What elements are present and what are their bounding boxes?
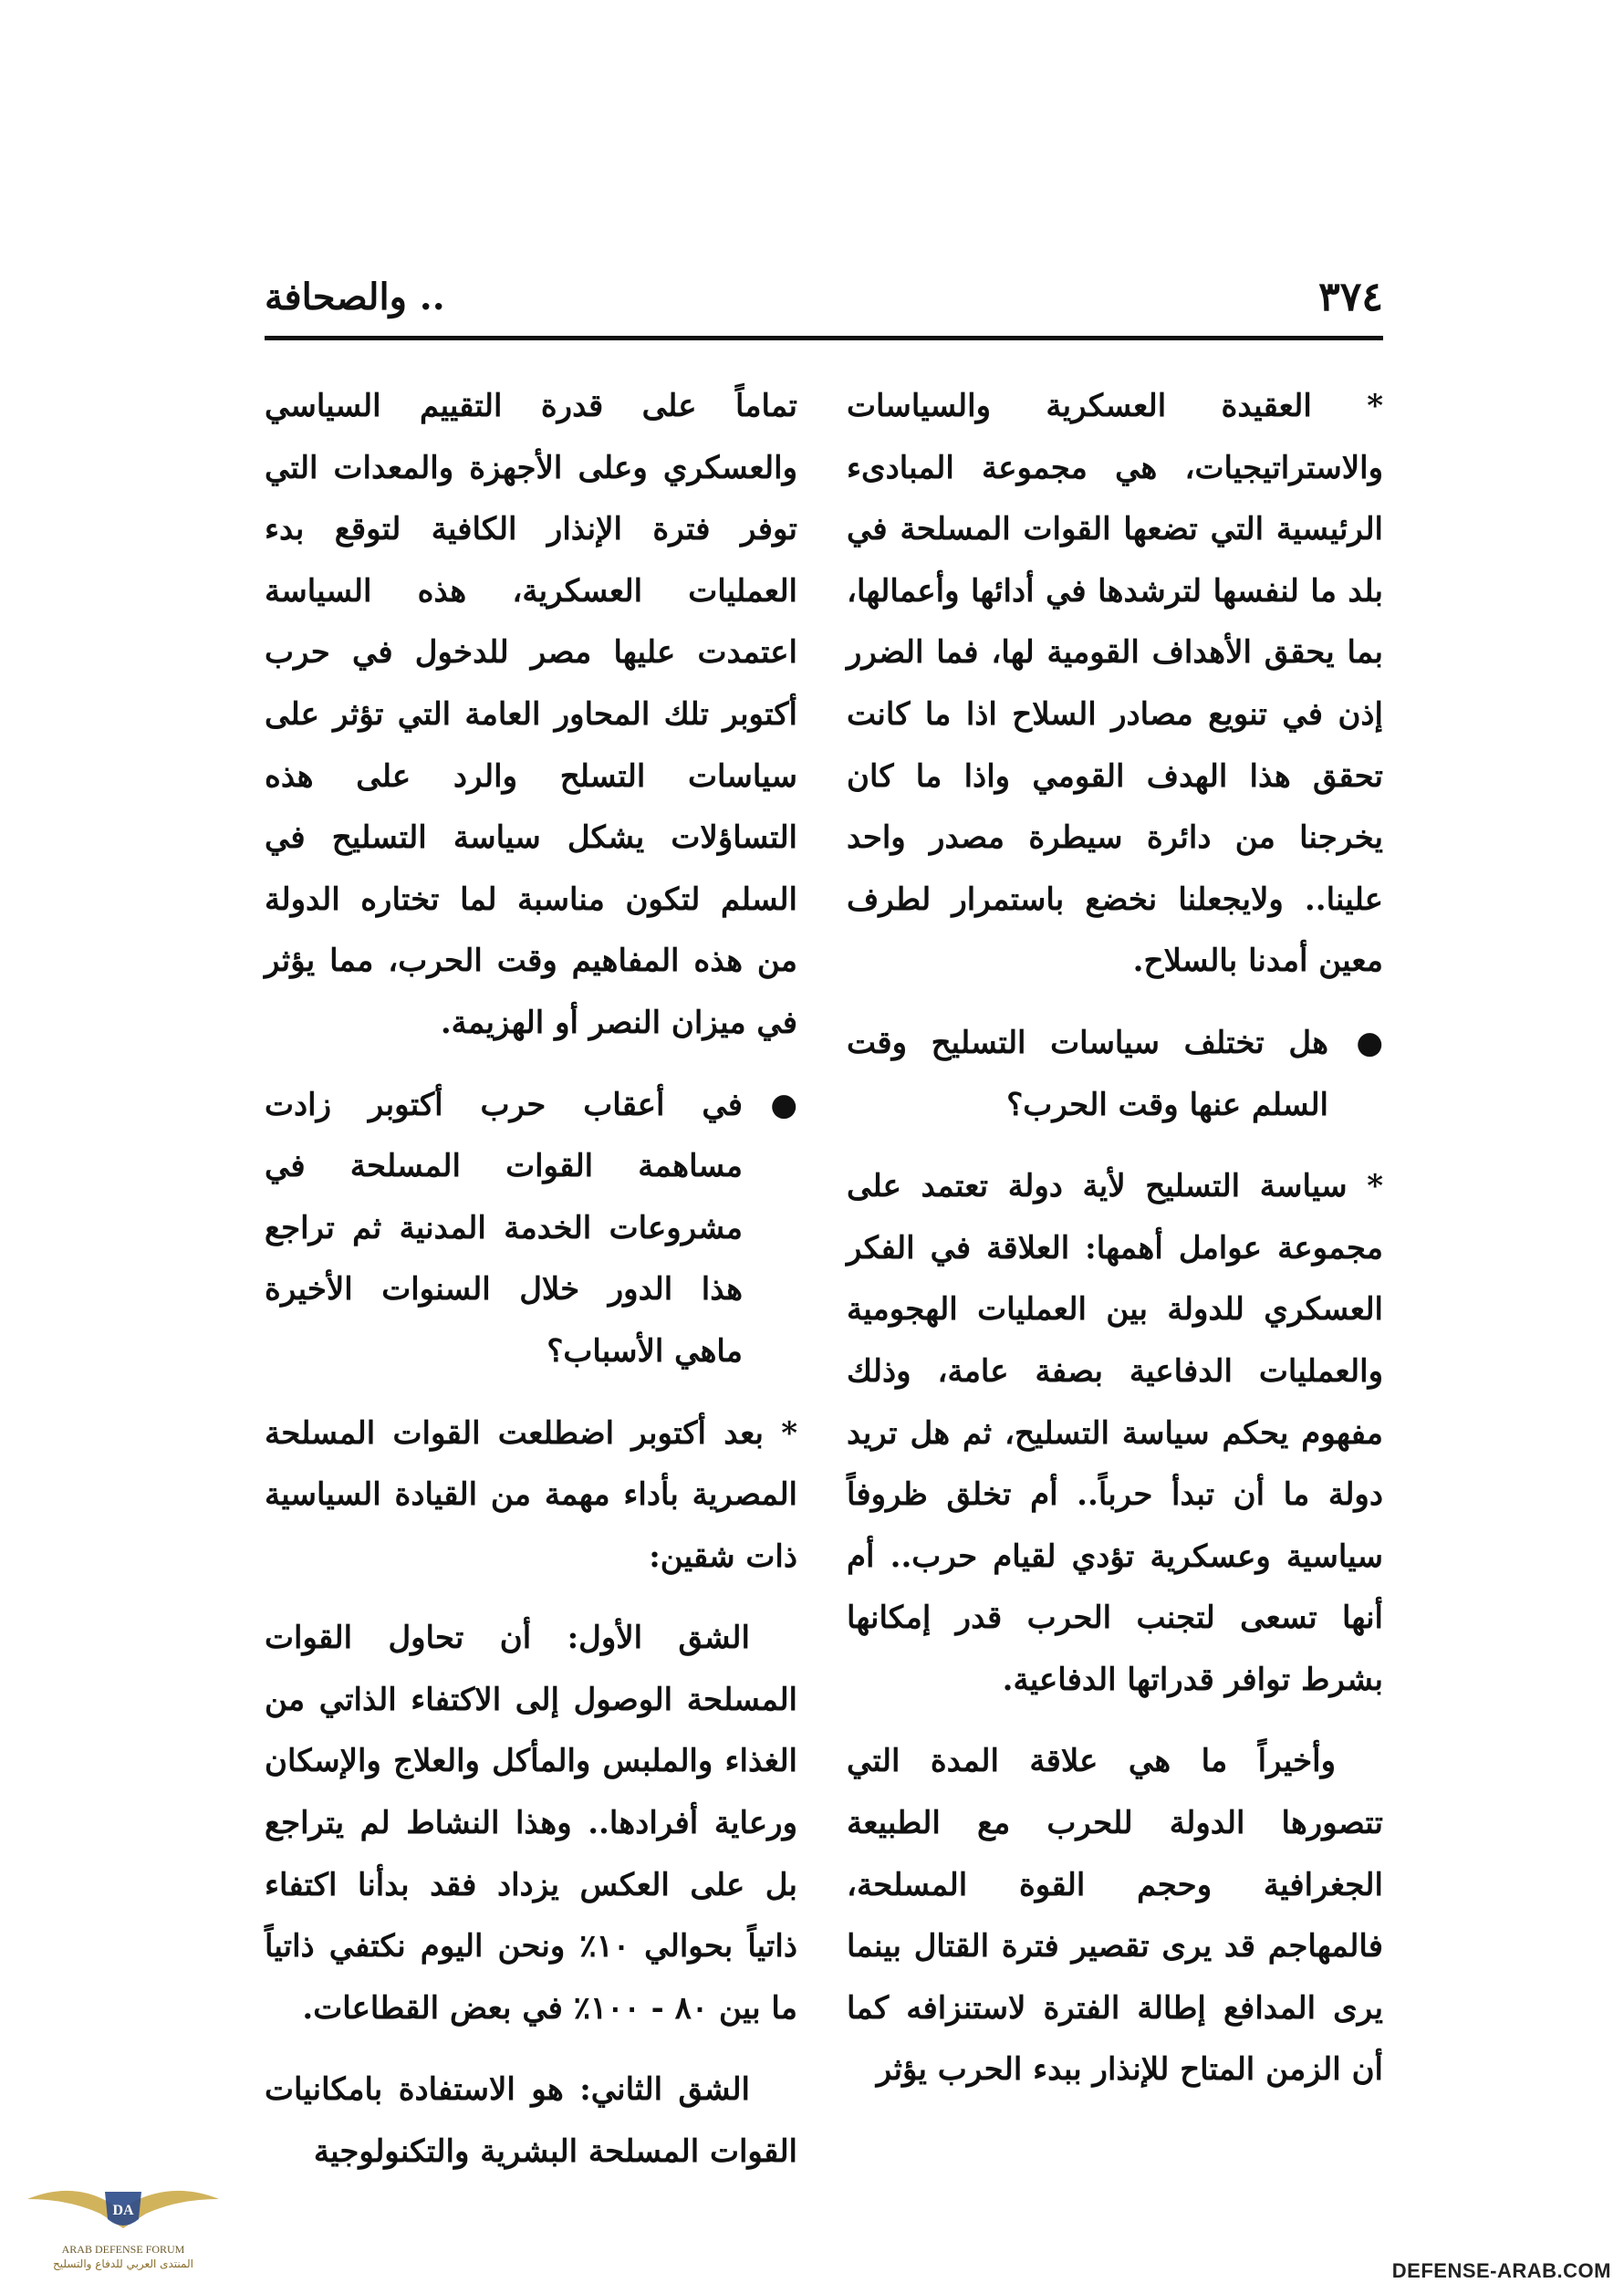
header-rule	[265, 336, 1383, 340]
paragraph-text: هل تختلف سياسات التسليح وقت السلم عنها وقت الحرب؟	[847, 1024, 1328, 1123]
logo-text-en: ARAB DEFENSE FORUM	[61, 2243, 185, 2256]
page-header	[265, 270, 1383, 343]
paragraph	[847, 1731, 1383, 2101]
paragraph-text: الشق الثاني: هو الاستفادة بامكانيات القوات المسلحة البشرية والتكنولوجية	[265, 2071, 797, 2171]
paragraph	[265, 376, 797, 1055]
running-title: .. والصحافة	[265, 276, 445, 318]
paragraph-text: تماماً على قدرة التقييم السياسي والعسكري وعلى الأجهزة والمعدات التي توفر فترة الإنذار الكافية لتوقع بدء العمليات العسكرية، هذه السياسة اعتمدت عليها مصر للدخول في حرب أكتوبر تلك المحاور العامة التي تؤثر على سياسات التسلح والرد على هذه التساؤلات يشكل سياسة التسليح في السلم لتكون مناسبة لما تختاره الدولة من هذه المفاهيم وقت الحرب، مما يؤثر في ميزان النصر أو الهزيمة.	[265, 388, 797, 1041]
svg-text:DA: DA	[112, 2203, 134, 2218]
paragraph	[265, 1075, 797, 1383]
left-column	[265, 376, 797, 2171]
paragraph-text: في أعقاب حرب أكتوبر زادت مساهمة القوات المسلحة في مشروعات الخدمة المدنية ثم تراجع هذا الدور خلال السنوات الأخيرة ماهي الأسباب؟	[265, 1086, 743, 1370]
paragraph	[265, 1608, 797, 2039]
paragraph-text: * سياسة التسليح لأية دولة تعتمد على مجموعة عوامل أهمها: العلاقة في الفكر العسكري للدولة بين العمليات الهجومية والعمليات الدفاعية بصفة عامة، وذلك مفهوم يحكم سياسة التسليح، ثم هل تريد دولة ما أن تبدأ حرباً.. أم تخلق ظروفاً سياسية وعسكرية تؤدي لقيام حرب.. أم أنها تسعى لتجنب الحرب قدر إمكانها بشرط توافر قدراتها الدفاعية.	[847, 1168, 1383, 1698]
right-column	[847, 376, 1383, 2089]
bullet-icon: ●	[770, 1086, 797, 1123]
watermark-logo	[18, 2172, 228, 2272]
paragraph-text: * العقيدة العسكرية والسياسات والاستراتيجيات، هي مجموعة المبادىء الرئيسية التي تضعها القوات المسلحة في بلد ما لنفسها لترشدها في أدائها وأعمالها، بما يحقق الأهداف القومية لها، فما الضرر إذن في تنويع مصادر السلاح اذا ما كانت تحقق هذا الهدف القومي واذا ما كان يخرجنا من دائرة سيطرة مصدر واحد علينا.. ولايجعلنا نخضع باستمرار لطرف معين أمدنا بالسلاح.	[847, 388, 1383, 980]
paragraph-text: وأخيراً ما هي علاقة المدة التي تتصورها الدولة للحرب مع الطبيعة الجغرافية وحجم القوة المسلحة، فالمهاجم قد يرى تقصير فترة القتال بينما يرى المدافع إطالة الفترة لاستنزافه كما أن الزمن المتاح للإنذار ببدء الحرب يؤثر	[847, 1743, 1383, 2089]
logo-text-ar: المنتدى العربي للدفاع والتسليح	[53, 2257, 193, 2270]
paragraph	[265, 1403, 797, 1589]
bullet-icon: ●	[1356, 1024, 1383, 1061]
watermark-url: DEFENSE-ARAB.COM	[1391, 2259, 1611, 2282]
paragraph	[847, 1013, 1383, 1136]
paragraph	[847, 1156, 1383, 1711]
page-number: ٣٧٤	[1318, 274, 1383, 320]
paragraph-text: الشق الأول: أن تحاول القوات المسلحة الوصول إلى الاكتفاء الذاتي من الغذاء والملبس والمأكل والعلاج والإسكان ورعاية أفرادها.. وهذا النشاط لم يتراجع بل على العكس يزداد فقد بدأنا اكتفاء ذاتياً بحوالي ١٠٪ ونحن اليوم نكتفي ذاتياً ما بين ٨٠ - ١٠٠٪ في بعض القطاعات.	[265, 1620, 797, 2027]
eagle-emblem-icon	[18, 2172, 228, 2245]
paragraph	[265, 2059, 797, 2183]
paragraph-text: * بعد أكتوبر اضطلعت القوات المسلحة المصرية بأداء مهمة من القيادة السياسية ذات شقين:	[265, 1414, 797, 1575]
paragraph	[847, 376, 1383, 993]
